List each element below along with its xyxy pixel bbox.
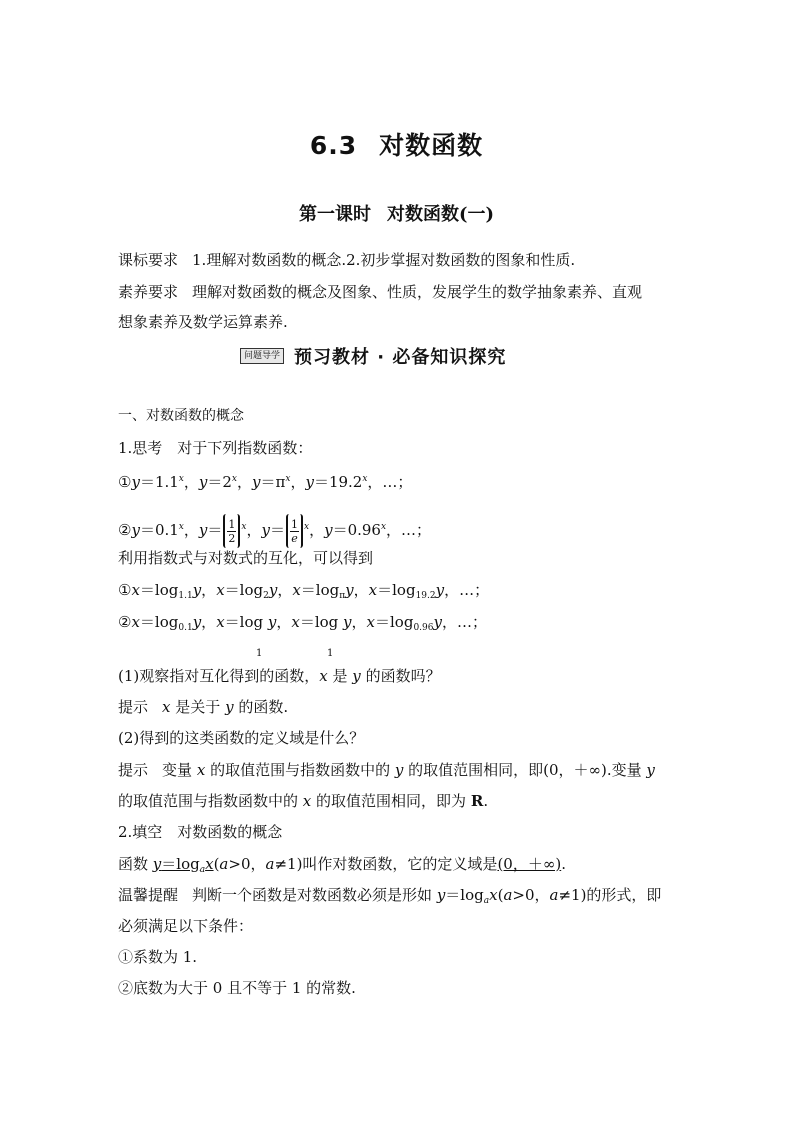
fraction-half (223, 514, 240, 548)
text-l3-c: ① (118, 581, 132, 599)
stray-fraction-numerator-2: 1 (327, 648, 334, 659)
hint-1 (118, 697, 288, 717)
literacy-requirement-label: 素养要求 (118, 283, 179, 301)
text-hint2-y: y (394, 761, 404, 779)
text-l2-y4: y (324, 521, 333, 539)
text-def-a2: a (219, 855, 229, 873)
text-tip-y: y (436, 886, 446, 904)
text-hint2-R: R (470, 792, 484, 810)
literacy-requirement (118, 282, 642, 302)
text-l3-y4: y (435, 581, 445, 599)
text-def-end: . (561, 855, 566, 873)
text-l3-b2: 2 (263, 591, 269, 601)
text-l1-x1: x (178, 474, 184, 484)
definition-domain: (0，＋∞) (497, 855, 562, 873)
curriculum-requirement (118, 250, 575, 270)
text-hint2-a: 变量 (162, 761, 193, 779)
text-l3-x3: x (292, 581, 301, 599)
log-functions-line-2 (118, 612, 487, 638)
conversion-text: 利用指数式与对数式的互化，可以得到 (118, 549, 374, 567)
text-l4-s1: ， (201, 613, 217, 631)
log-functions-line-1 (118, 580, 489, 606)
text-l2-y2: y (198, 521, 208, 539)
text-l4-b4: 0.96 (413, 623, 434, 633)
question-2: (2)得到的这类函数的定义域是什么？ (118, 729, 365, 747)
hint-label: 提示 (118, 761, 149, 779)
text-l2-eq2: ＝ (207, 521, 223, 539)
think-prompt: 1.思考 对于下列指数函数： (118, 439, 313, 457)
definition-formula (153, 855, 214, 873)
text-l1-eq4: ＝19.2 (313, 473, 363, 491)
text-def-b: 叫作对数函数，它的定义域是 (302, 855, 498, 873)
text-tip-p: ( (497, 886, 504, 904)
text-l3-s2: ， (277, 581, 293, 599)
text-l2-eq3: ＝ (269, 521, 285, 539)
fraction-one-over-e (286, 514, 303, 548)
text-l1-eq1: ＝1.1 (139, 473, 179, 491)
text-l3-s1: ， (201, 581, 217, 599)
text-hint2-d: 的取值范围与指数函数中的 (118, 792, 299, 810)
text-l3-x2: x (216, 581, 225, 599)
text-def-a3: a (265, 855, 275, 873)
text-def-base: a (199, 865, 206, 875)
fill-in-heading: 2.填空 对数函数的概念 (118, 823, 283, 841)
exp-functions-line-1 (118, 469, 412, 492)
text-q1-y: y (352, 667, 361, 685)
text-l2-c: ② (118, 521, 132, 539)
text-l4-b1: 0.1 (178, 623, 193, 633)
text-hint2-b: 的取值范围与指数函数中的 (210, 761, 391, 779)
text-l3-x4: x (368, 581, 378, 599)
text-l4-s3: ， (351, 613, 367, 631)
text-l4-s2: ， (276, 613, 292, 631)
text-q1-x: x (319, 667, 328, 685)
text-l1-eq3: ＝π (260, 473, 286, 491)
text-hint1-b: 的函数. (238, 698, 289, 716)
text-l4-x3: x (291, 613, 300, 631)
text-l3-s3: ， (353, 581, 369, 599)
text-l2-f2d: e (291, 531, 298, 545)
concept-heading: 一、对数函数的概念 (118, 408, 244, 424)
text-l4-e2: ＝log (224, 613, 268, 631)
text-l1-y3: y (252, 473, 261, 491)
section-banner (240, 343, 506, 369)
text-def-ne: ≠1) (274, 855, 303, 873)
text-l3-b1: 1.1 (178, 591, 193, 601)
text-tip-a3: a (549, 886, 559, 904)
text-l3-b4: 19.2 (415, 591, 436, 601)
text-hint1-x: x (162, 698, 171, 716)
text-l4-x2: x (216, 613, 225, 631)
text-l4-y2: y (267, 613, 277, 631)
text-l3-e1: ＝log (139, 581, 179, 599)
literacy-requirement-cont: 想象素养及数学运算素养. (118, 313, 288, 331)
condition-2: ②底数为大于 0 且不等于 1 的常数. (118, 979, 356, 997)
text-tip-a: 判断一个函数是对数函数必须是形如 (192, 886, 433, 904)
section-title (0, 126, 793, 162)
text-q1-c: 的函数吗？ (365, 667, 441, 685)
text-hint2-c: 的取值范围相同，即(0，＋∞).变量 (408, 761, 642, 779)
text-l2-y3: y (261, 521, 270, 539)
text-l1-x4: x (362, 474, 368, 484)
reminder (118, 885, 661, 911)
text-l4-c: ② (118, 613, 132, 631)
banner-title: 预习教材 · 必备知识探究 (294, 347, 507, 368)
text-l1-c: ① (118, 473, 132, 491)
text-l4-x4: x (366, 613, 375, 631)
text-l1-y4: y (305, 473, 314, 491)
text-l1-s2: ， (237, 473, 253, 491)
text-l1-s1: ， (183, 473, 199, 491)
text-l2-y1: y (131, 521, 140, 539)
text-l2-f1d: 2 (228, 531, 236, 545)
text-hint2-end: . (483, 792, 489, 810)
lesson-period: 第一课时 (298, 204, 371, 225)
lesson-name: 对数函数(一) (386, 204, 495, 225)
text-l3-x1: x (131, 581, 140, 599)
text-tip-gt: >0， (512, 886, 550, 904)
text-hint1-a: 是关于 (175, 698, 221, 716)
hint-2-cont (118, 791, 488, 811)
text-l4-tail: ，…； (441, 613, 487, 631)
text-l1-s3: ， (290, 473, 306, 491)
text-l3-y1: y (192, 581, 202, 599)
question-1 (118, 666, 441, 686)
text-l2-f2n: 1 (290, 517, 298, 531)
text-l2-s2: ， (246, 521, 262, 539)
text-l3-y3: y (345, 581, 354, 599)
text-l2-x1: x (178, 522, 184, 532)
text-l2-eq4: ＝0.96 (332, 521, 381, 539)
curriculum-requirement-label: 课标要求 (118, 251, 179, 269)
text-l3-b3: π (339, 591, 346, 601)
stray-fraction-numerator-1: 1 (256, 648, 263, 659)
hint-label: 提示 (118, 698, 149, 716)
section-number: 6.3 (309, 131, 358, 160)
literacy-requirement-text: 理解对数函数的概念及图象、性质，发展学生的数学抽象素养、直观 (192, 283, 643, 301)
text-l3-tail: ，…； (444, 581, 490, 599)
text-tip-x: x (489, 886, 498, 904)
text-l1-y2: y (198, 473, 208, 491)
exp-functions-line-2 (118, 514, 431, 548)
text-l2-x2: x (241, 522, 247, 532)
reminder-label: 温馨提醒 (118, 886, 179, 904)
condition-1: ①系数为 1. (118, 948, 198, 966)
text-l1-tail: ，…； (367, 473, 413, 491)
text-l4-y1: y (192, 613, 202, 631)
text-def-paren-a: ( (213, 855, 220, 873)
text-l2-f1n: 1 (228, 517, 236, 531)
text-tip-eq: ＝log (445, 886, 484, 904)
text-l1-x2: x (231, 474, 237, 484)
definition (118, 854, 566, 880)
text-q1-a: (1)观察指对互化得到的函数， (118, 667, 320, 685)
text-q1-b: 是 (332, 667, 348, 685)
text-l2-eq1: ＝0.1 (139, 521, 179, 539)
text-hint2-x2: x (302, 792, 312, 810)
text-def-y: y (152, 855, 162, 873)
text-l3-e3: ＝log (300, 581, 340, 599)
text-hint2-y2: y (646, 761, 655, 779)
text-hint2-e: 的取值范围相同，即为 (316, 792, 467, 810)
reminder-cont: 必须满足以下条件： (118, 917, 254, 935)
text-l3-y2: y (268, 581, 278, 599)
text-l1-eq2: ＝2 (207, 473, 232, 491)
section-title-text: 对数函数 (379, 131, 484, 160)
text-l4-e1: ＝log (139, 613, 179, 631)
text-def-gt: >0， (228, 855, 266, 873)
text-tip-ne: ≠1)的形式，即 (558, 886, 662, 904)
text-l3-e2: ＝log (224, 581, 264, 599)
text-def-eq: ＝log (161, 855, 200, 873)
banner-badge: 问题导学 (240, 348, 284, 364)
text-l2-s1: ， (183, 521, 199, 539)
text-l2-x4: x (380, 522, 387, 532)
text-l2-tail: ，…； (386, 521, 432, 539)
text-l2-s3: ， (309, 521, 325, 539)
hint-2 (118, 760, 655, 780)
text-def-a: 函数 (118, 855, 149, 873)
text-hint2-x: x (196, 761, 206, 779)
text-l3-e4: ＝log (377, 581, 416, 599)
text-l1-x3: x (285, 474, 291, 484)
text-l4-x1: x (131, 613, 140, 631)
text-l4-e3: ＝log (299, 613, 344, 631)
text-l1-y1: y (131, 473, 140, 491)
text-hint1-y: y (225, 698, 234, 716)
text-l2-x3: x (303, 522, 310, 532)
text-def-x: x (205, 855, 214, 873)
lesson-subtitle (0, 200, 793, 226)
text-l4-e4: ＝log (375, 613, 414, 631)
text-tip-a2: a (503, 886, 513, 904)
text-l4-y4: y (433, 613, 442, 631)
text-tip-base: a (483, 896, 490, 906)
curriculum-requirement-text: 1.理解对数函数的概念.2.初步掌握对数函数的图象和性质. (192, 251, 576, 269)
text-l4-y3: y (343, 613, 352, 631)
